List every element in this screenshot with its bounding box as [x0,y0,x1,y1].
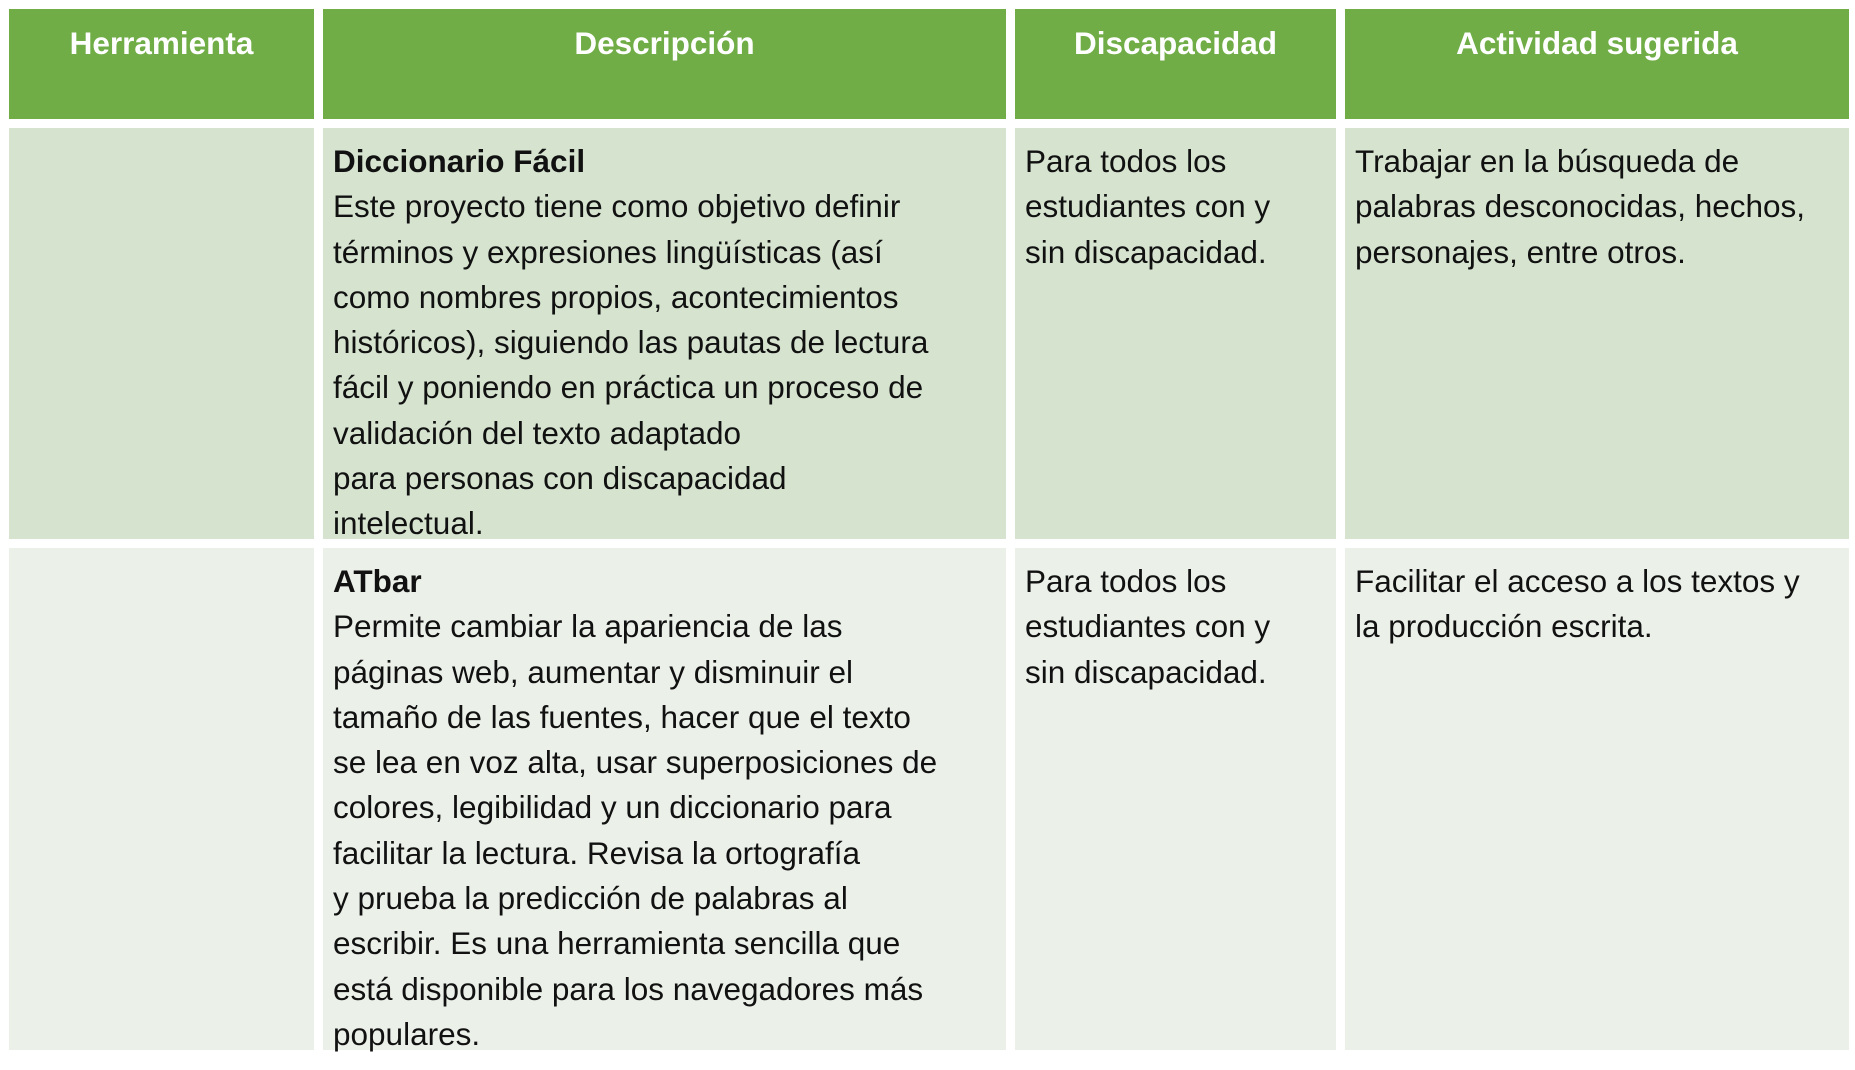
row1-activity-line: palabras desconocidas, hechos, [1355,188,1806,225]
row1-desc-line: términos y expresiones lingüísticas (así [333,233,883,270]
row2-desc-line: está disponible para los navegadores más [333,970,924,1007]
row2-activity-cell [1345,548,1849,1050]
row1-title: Diccionario Fácil [333,143,586,179]
row2-desc-line: escribir. Es una herramienta sencilla que [333,925,901,962]
row2-disability-line: estudiantes con y [1025,608,1271,645]
header-actividad: Actividad sugerida [1345,9,1849,119]
row2-desc-line: Permite cambiar la apariencia de las [333,608,843,645]
row1-description-cell [323,128,1006,542]
row2-desc-line: se lea en voz alta, usar superposiciones de [333,744,938,781]
row2-description-cell [323,548,1006,1050]
row2-disability-line: sin discapacidad. [1025,653,1267,690]
row1-desc-line: validación del texto adaptado [333,414,742,451]
row2-disability-line: Para todos los [1025,563,1227,599]
row2-title: ATbar [333,563,422,599]
row1-disability-line: Para todos los [1025,143,1227,179]
row1-tool-cell [9,128,314,539]
row1-desc-line: como nombres propios, acontecimientos [333,278,899,315]
row1-activity-cell [1345,128,1849,539]
row1-desc-line: para personas con discapacidad [333,460,787,497]
row1-desc-line: intelectual. [333,505,484,542]
row1-desc-line: fácil y poniendo en práctica un proceso de [333,369,924,406]
row1-desc-line: históricos), siguiendo las pautas de lectura [333,324,929,361]
row2-desc-line: facilitar la lectura. Revisa la ortografía [333,834,860,871]
row1-disability-cell [1015,128,1336,539]
row1-desc-line: Este proyecto tiene como objetivo definir [333,188,901,225]
row2-activity-line: Facilitar el acceso a los textos y [1355,563,1800,599]
row1-disability-line: sin discapacidad. [1025,233,1267,270]
row2-desc-line: y prueba la predicción de palabras al [333,880,848,917]
row2-desc-line: páginas web, aumentar y disminuir el [333,653,854,690]
header-descripcion: Descripción [323,9,1006,119]
row1-activity-line: Trabajar en la búsqueda de [1355,143,1740,179]
row2-desc-line: tamaño de las fuentes, hacer que el texto [333,698,911,735]
row2-activity-line: la producción escrita. [1355,608,1653,645]
header-discapacidad: Discapacidad [1015,9,1336,119]
row1-disability-line: estudiantes con y [1025,188,1271,225]
row1-activity-line: personajes, entre otros. [1355,233,1686,270]
row2-desc-line: populares. [333,1015,481,1052]
tools-table [9,9,1846,1050]
row2-disability-cell [1015,548,1336,1050]
row2-tool-cell [9,548,314,1050]
header-herramienta: Herramienta [9,9,314,119]
row2-desc-line: colores, legibilidad y un diccionario para [333,789,892,826]
